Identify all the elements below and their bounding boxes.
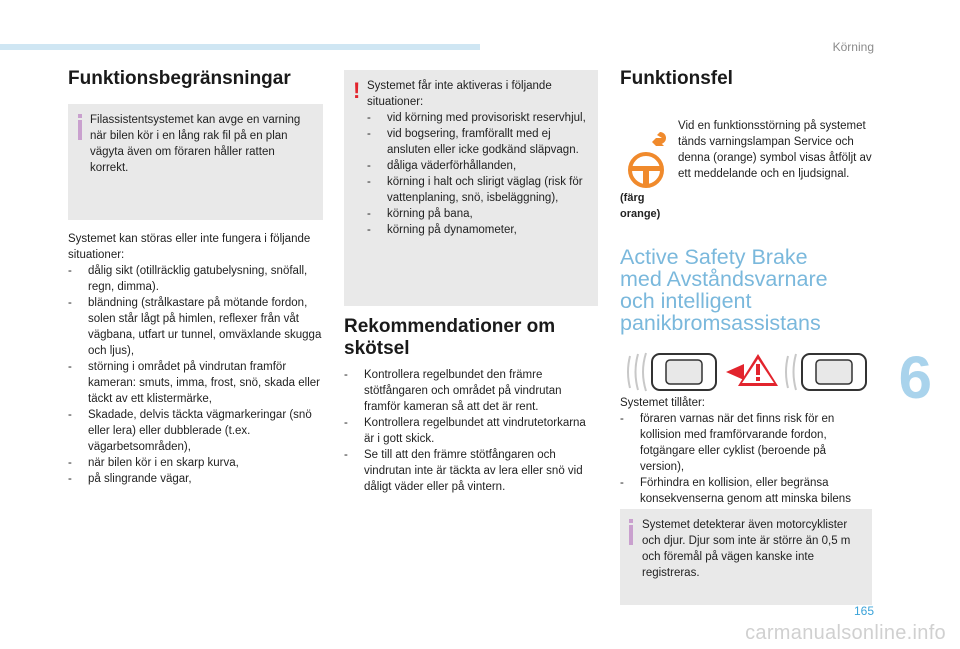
icon-caption: (färg orange) [620, 192, 661, 220]
list-item: - när bilen kör i en skarp kurva, [68, 455, 325, 471]
maintenance-body [344, 367, 598, 495]
list-item: - bländning (strålkastare på mötande fordon, solen står lågt på himlen, reflexer från våt vägbana, utfart ur tunnel, omväxlande skugga och ljus), [68, 295, 325, 359]
active-safety-brake-title: Active Safety Brake med Avståndsvarnare och intelligent panikbromsassistans [620, 245, 828, 335]
info-note-detection [620, 509, 872, 605]
info-icon [629, 525, 633, 545]
watermark: carmanualsonline.info [745, 622, 946, 644]
limitations-intro: Systemet kan störas eller inte fungera i följande situationer: [68, 233, 311, 261]
chapter-number: 6 [898, 344, 932, 411]
warning-intro: Systemet får inte aktiveras i följande situationer: [367, 80, 552, 108]
steering-wrench-warning-icon [626, 128, 676, 190]
warning-list [367, 110, 596, 238]
info-note-lane-assist [68, 104, 323, 220]
list-item: - Kontrollera regelbundet att vindrutetorkarna är i gott skick. [344, 415, 598, 447]
top-accent-bar [0, 44, 480, 50]
list-item: - körning på bana, [367, 206, 596, 222]
list-item: - Se till att den främre stötfångaren och vindrutan inte är täckta av lera eller snö vid dåligt väder eller på vintern. [344, 447, 598, 495]
list-item: - vid körning med provisoriskt reservhjul, [367, 110, 596, 126]
info-note-text: Filassistentsystemet kan avge en varning när bilen kör i en lång rak fil på en plan vägyta även om föraren håller ratten korrekt. [90, 114, 301, 174]
list-item: - Skadade, delvis täckta vägmarkeringar (snö eller lera) eller dubblerade (t.ex. vägarbetsområden), [68, 407, 325, 455]
info-note-text: Systemet detekterar även motorcyklister och djur. Djur som inte är större än 0,5 m och föremål på vägen kanske inte registreras. [642, 519, 851, 579]
list-item: - störning i området på vindrutan framför kameran: smuts, imma, frost, snö, skada eller täckt av ett klistermärke, [68, 359, 325, 407]
list-item: - föraren varnas när det finns risk för en kollision med framförvarande fordon, fotgängare eller cyklist (beroende på version), [620, 411, 870, 475]
list-item: - på slingrande vägar, [68, 471, 325, 487]
list-item: - Förhindra en kollision, eller begränsa konsekvenserna genom att minska bilens [620, 475, 870, 523]
limitations-body [68, 231, 325, 487]
list-item: - Kontrollera regelbundet den främre stötfångaren och området på vindrutan framför kameran så att det är rent. [344, 367, 598, 415]
warning-exclamation-icon: ! [353, 78, 361, 103]
allows-body [620, 395, 870, 523]
list-item: - dålig sikt (otillräcklig gatubelysning, snöfall, regn, dimma). [68, 263, 325, 295]
allows-list [620, 411, 870, 523]
maintenance-list [344, 367, 598, 495]
heading-maintenance: Rekommendationer om skötsel [344, 316, 556, 359]
limitations-list [68, 263, 325, 487]
warning-note [344, 70, 598, 306]
page-number: 165 [853, 604, 874, 618]
fault-text: Vid en funktionsstörning på systemet tänds varningslampan Service och denna (orange) symbol visas åtföljt av ett meddelande och en ljudsignal. [678, 120, 872, 180]
section-header: Körning [832, 40, 874, 54]
list-item: - dåliga väderförhållanden, [367, 158, 596, 174]
list-item: - vid bogsering, framförallt med ej ansluten eller icke godkänd släpvagn. [367, 126, 596, 158]
allows-intro: Systemet tillåter: [620, 397, 705, 409]
heading-limitations: Funktionsbegränsningar [68, 68, 291, 89]
collision-warning-illustration [626, 350, 870, 394]
info-icon [78, 120, 82, 140]
heading-fault: Funktionsfel [620, 68, 733, 89]
list-item: - körning på dynamometer, [367, 222, 596, 238]
warning-note-text [367, 78, 596, 238]
list-item: - körning i halt och slirigt väglag (risk för vattenplaning, snö, isbeläggning), [367, 174, 596, 206]
